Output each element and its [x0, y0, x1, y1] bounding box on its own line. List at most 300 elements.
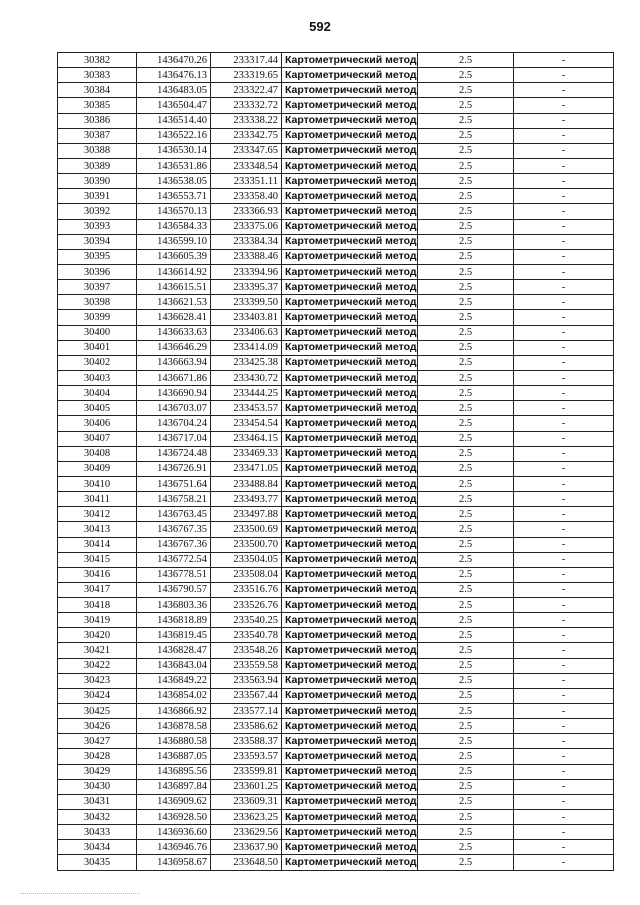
x-coordinate-cell: 1436936.60: [137, 825, 211, 840]
method-cell: Картометрический метод: [282, 68, 418, 83]
note-cell: -: [514, 401, 614, 416]
note-cell: -: [514, 734, 614, 749]
point-number-cell: 30400: [58, 325, 137, 340]
note-cell: -: [514, 431, 614, 446]
y-coordinate-cell: 233395.37: [211, 280, 282, 295]
y-coordinate-cell: 233358.40: [211, 189, 282, 204]
table-row: [58, 825, 614, 840]
accuracy-cell: 2.5: [418, 825, 514, 840]
method-cell: Картометрический метод: [282, 552, 418, 567]
table-row: [58, 658, 614, 673]
table-row: [58, 280, 614, 295]
point-number-cell: 30403: [58, 370, 137, 385]
note-cell: -: [514, 673, 614, 688]
table-row: [58, 446, 614, 461]
accuracy-cell: 2.5: [418, 370, 514, 385]
y-coordinate-cell: 233540.25: [211, 613, 282, 628]
method-cell: Картометрический метод: [282, 704, 418, 719]
y-coordinate-cell: 233609.31: [211, 794, 282, 809]
y-coordinate-cell: 233593.57: [211, 749, 282, 764]
method-cell: Картометрический метод: [282, 325, 418, 340]
point-number-cell: 30408: [58, 446, 137, 461]
accuracy-cell: 2.5: [418, 325, 514, 340]
y-coordinate-cell: 233388.46: [211, 249, 282, 264]
note-cell: -: [514, 340, 614, 355]
note-cell: -: [514, 628, 614, 643]
method-cell: Картометрический метод: [282, 431, 418, 446]
page-number: 592: [309, 19, 331, 34]
table-row: [58, 628, 614, 643]
method-cell: Картометрический метод: [282, 598, 418, 613]
accuracy-cell: 2.5: [418, 446, 514, 461]
table-row: [58, 264, 614, 279]
table-row: [58, 537, 614, 552]
x-coordinate-cell: 1436553.71: [137, 189, 211, 204]
point-number-cell: 30435: [58, 855, 137, 870]
y-coordinate-cell: 233319.65: [211, 68, 282, 83]
point-number-cell: 30418: [58, 598, 137, 613]
x-coordinate-cell: 1436514.40: [137, 113, 211, 128]
point-number-cell: 30394: [58, 234, 137, 249]
method-cell: Картометрический метод: [282, 189, 418, 204]
point-number-cell: 30428: [58, 749, 137, 764]
accuracy-cell: 2.5: [418, 431, 514, 446]
accuracy-cell: 2.5: [418, 779, 514, 794]
x-coordinate-cell: 1436763.45: [137, 507, 211, 522]
accuracy-cell: 2.5: [418, 310, 514, 325]
y-coordinate-cell: 233500.70: [211, 537, 282, 552]
note-cell: -: [514, 158, 614, 173]
x-coordinate-cell: 1436958.67: [137, 855, 211, 870]
x-coordinate-cell: 1436887.05: [137, 749, 211, 764]
table-row: [58, 492, 614, 507]
point-number-cell: 30406: [58, 416, 137, 431]
note-cell: -: [514, 598, 614, 613]
y-coordinate-cell: 233586.62: [211, 719, 282, 734]
table-row: [58, 401, 614, 416]
y-coordinate-cell: 233601.25: [211, 779, 282, 794]
point-number-cell: 30388: [58, 143, 137, 158]
point-number-cell: 30423: [58, 673, 137, 688]
x-coordinate-cell: 1436819.45: [137, 628, 211, 643]
note-cell: -: [514, 386, 614, 401]
accuracy-cell: 2.5: [418, 613, 514, 628]
method-cell: Картометрический метод: [282, 779, 418, 794]
method-cell: Картометрический метод: [282, 794, 418, 809]
point-number-cell: 30431: [58, 794, 137, 809]
accuracy-cell: 2.5: [418, 476, 514, 491]
note-cell: -: [514, 295, 614, 310]
method-cell: Картометрический метод: [282, 128, 418, 143]
x-coordinate-cell: 1436605.39: [137, 249, 211, 264]
y-coordinate-cell: 233430.72: [211, 370, 282, 385]
table-row: [58, 416, 614, 431]
point-number-cell: 30411: [58, 492, 137, 507]
accuracy-cell: 2.5: [418, 204, 514, 219]
note-cell: -: [514, 582, 614, 597]
x-coordinate-cell: 1436772.54: [137, 552, 211, 567]
table-row: [58, 234, 614, 249]
point-number-cell: 30433: [58, 825, 137, 840]
accuracy-cell: 2.5: [418, 234, 514, 249]
table-row: [58, 476, 614, 491]
table-row: [58, 83, 614, 98]
method-cell: Картометрический метод: [282, 673, 418, 688]
accuracy-cell: 2.5: [418, 128, 514, 143]
method-cell: Картометрический метод: [282, 734, 418, 749]
x-coordinate-cell: 1436828.47: [137, 643, 211, 658]
table-row: [58, 552, 614, 567]
note-cell: -: [514, 522, 614, 537]
table-row: [58, 779, 614, 794]
x-coordinate-cell: 1436671.86: [137, 370, 211, 385]
point-number-cell: 30393: [58, 219, 137, 234]
x-coordinate-cell: 1436690.94: [137, 386, 211, 401]
point-number-cell: 30390: [58, 174, 137, 189]
y-coordinate-cell: 233453.57: [211, 401, 282, 416]
point-number-cell: 30398: [58, 295, 137, 310]
point-number-cell: 30420: [58, 628, 137, 643]
point-number-cell: 30397: [58, 280, 137, 295]
point-number-cell: 30426: [58, 719, 137, 734]
x-coordinate-cell: 1436584.33: [137, 219, 211, 234]
x-coordinate-cell: 1436895.56: [137, 764, 211, 779]
note-cell: -: [514, 749, 614, 764]
method-cell: Картометрический метод: [282, 643, 418, 658]
point-number-cell: 30432: [58, 810, 137, 825]
accuracy-cell: 2.5: [418, 840, 514, 855]
accuracy-cell: 2.5: [418, 749, 514, 764]
note-cell: -: [514, 643, 614, 658]
note-cell: -: [514, 492, 614, 507]
y-coordinate-cell: 233488.84: [211, 476, 282, 491]
note-cell: -: [514, 416, 614, 431]
y-coordinate-cell: 233403.81: [211, 310, 282, 325]
coordinates-table: [57, 52, 614, 871]
accuracy-cell: 2.5: [418, 855, 514, 870]
note-cell: -: [514, 143, 614, 158]
point-number-cell: 30409: [58, 461, 137, 476]
note-cell: -: [514, 810, 614, 825]
note-cell: -: [514, 537, 614, 552]
y-coordinate-cell: 233347.65: [211, 143, 282, 158]
accuracy-cell: 2.5: [418, 628, 514, 643]
table-row: [58, 219, 614, 234]
y-coordinate-cell: 233469.33: [211, 446, 282, 461]
note-cell: -: [514, 219, 614, 234]
point-number-cell: 30399: [58, 310, 137, 325]
point-number-cell: 30401: [58, 340, 137, 355]
note-cell: -: [514, 794, 614, 809]
point-number-cell: 30391: [58, 189, 137, 204]
method-cell: Картометрический метод: [282, 143, 418, 158]
method-cell: Картометрический метод: [282, 582, 418, 597]
point-number-cell: 30386: [58, 113, 137, 128]
point-number-cell: 30410: [58, 476, 137, 491]
note-cell: -: [514, 552, 614, 567]
table-row: [58, 431, 614, 446]
method-cell: Картометрический метод: [282, 628, 418, 643]
method-cell: Картометрический метод: [282, 204, 418, 219]
accuracy-cell: 2.5: [418, 295, 514, 310]
y-coordinate-cell: 233504.05: [211, 552, 282, 567]
accuracy-cell: 2.5: [418, 719, 514, 734]
x-coordinate-cell: 1436570.13: [137, 204, 211, 219]
note-cell: -: [514, 68, 614, 83]
point-number-cell: 30413: [58, 522, 137, 537]
method-cell: Картометрический метод: [282, 825, 418, 840]
accuracy-cell: 2.5: [418, 704, 514, 719]
note-cell: -: [514, 53, 614, 68]
y-coordinate-cell: 233471.05: [211, 461, 282, 476]
table-row: [58, 53, 614, 68]
note-cell: -: [514, 189, 614, 204]
accuracy-cell: 2.5: [418, 507, 514, 522]
y-coordinate-cell: 233577.14: [211, 704, 282, 719]
y-coordinate-cell: 233629.56: [211, 825, 282, 840]
x-coordinate-cell: 1436803.36: [137, 598, 211, 613]
accuracy-cell: 2.5: [418, 53, 514, 68]
note-cell: -: [514, 779, 614, 794]
table-row: [58, 113, 614, 128]
y-coordinate-cell: 233322.47: [211, 83, 282, 98]
method-cell: Картометрический метод: [282, 658, 418, 673]
note-cell: -: [514, 461, 614, 476]
method-cell: Картометрический метод: [282, 280, 418, 295]
point-number-cell: 30427: [58, 734, 137, 749]
table-row: [58, 719, 614, 734]
x-coordinate-cell: 1436621.53: [137, 295, 211, 310]
x-coordinate-cell: 1436778.51: [137, 567, 211, 582]
point-number-cell: 30422: [58, 658, 137, 673]
y-coordinate-cell: 233394.96: [211, 264, 282, 279]
table-row: [58, 461, 614, 476]
method-cell: Картометрический метод: [282, 613, 418, 628]
method-cell: Картометрический метод: [282, 446, 418, 461]
table-row: [58, 189, 614, 204]
y-coordinate-cell: 233454.54: [211, 416, 282, 431]
accuracy-cell: 2.5: [418, 143, 514, 158]
method-cell: Картометрический метод: [282, 507, 418, 522]
accuracy-cell: 2.5: [418, 401, 514, 416]
method-cell: Картометрический метод: [282, 158, 418, 173]
method-cell: Картометрический метод: [282, 416, 418, 431]
method-cell: Картометрический метод: [282, 310, 418, 325]
method-cell: Картометрический метод: [282, 810, 418, 825]
y-coordinate-cell: 233332.72: [211, 98, 282, 113]
x-coordinate-cell: 1436790.57: [137, 582, 211, 597]
y-coordinate-cell: 233414.09: [211, 340, 282, 355]
method-cell: Картометрический метод: [282, 537, 418, 552]
scan-edge-mark: [20, 893, 140, 897]
table-row: [58, 386, 614, 401]
point-number-cell: 30392: [58, 204, 137, 219]
y-coordinate-cell: 233588.37: [211, 734, 282, 749]
method-cell: Картометрический метод: [282, 53, 418, 68]
accuracy-cell: 2.5: [418, 522, 514, 537]
note-cell: -: [514, 855, 614, 870]
point-number-cell: 30417: [58, 582, 137, 597]
method-cell: Картометрический метод: [282, 113, 418, 128]
x-coordinate-cell: 1436849.22: [137, 673, 211, 688]
y-coordinate-cell: 233567.44: [211, 688, 282, 703]
table-row: [58, 840, 614, 855]
y-coordinate-cell: 233637.90: [211, 840, 282, 855]
y-coordinate-cell: 233516.76: [211, 582, 282, 597]
method-cell: Картометрический метод: [282, 492, 418, 507]
table-row: [58, 204, 614, 219]
point-number-cell: 30425: [58, 704, 137, 719]
note-cell: -: [514, 249, 614, 264]
x-coordinate-cell: 1436470.26: [137, 53, 211, 68]
table-row: [58, 688, 614, 703]
accuracy-cell: 2.5: [418, 249, 514, 264]
y-coordinate-cell: 233559.58: [211, 658, 282, 673]
note-cell: -: [514, 204, 614, 219]
x-coordinate-cell: 1436946.76: [137, 840, 211, 855]
table-row: [58, 734, 614, 749]
accuracy-cell: 2.5: [418, 340, 514, 355]
y-coordinate-cell: 233399.50: [211, 295, 282, 310]
y-coordinate-cell: 233526.76: [211, 598, 282, 613]
table-row: [58, 98, 614, 113]
method-cell: Картометрический метод: [282, 264, 418, 279]
point-number-cell: 30389: [58, 158, 137, 173]
x-coordinate-cell: 1436767.36: [137, 537, 211, 552]
y-coordinate-cell: 233342.75: [211, 128, 282, 143]
x-coordinate-cell: 1436504.47: [137, 98, 211, 113]
accuracy-cell: 2.5: [418, 492, 514, 507]
point-number-cell: 30430: [58, 779, 137, 794]
accuracy-cell: 2.5: [418, 643, 514, 658]
x-coordinate-cell: 1436663.94: [137, 355, 211, 370]
method-cell: Картометрический метод: [282, 522, 418, 537]
accuracy-cell: 2.5: [418, 219, 514, 234]
x-coordinate-cell: 1436599.10: [137, 234, 211, 249]
table-row: [58, 704, 614, 719]
table-row: [58, 507, 614, 522]
table-row: [58, 310, 614, 325]
x-coordinate-cell: 1436866.92: [137, 704, 211, 719]
y-coordinate-cell: 233599.81: [211, 764, 282, 779]
x-coordinate-cell: 1436538.05: [137, 174, 211, 189]
point-number-cell: 30419: [58, 613, 137, 628]
method-cell: Картометрический метод: [282, 719, 418, 734]
y-coordinate-cell: 233493.77: [211, 492, 282, 507]
point-number-cell: 30396: [58, 264, 137, 279]
method-cell: Картометрический метод: [282, 83, 418, 98]
point-number-cell: 30429: [58, 764, 137, 779]
method-cell: Картометрический метод: [282, 386, 418, 401]
note-cell: -: [514, 446, 614, 461]
table-row: [58, 764, 614, 779]
point-number-cell: 30415: [58, 552, 137, 567]
note-cell: -: [514, 355, 614, 370]
x-coordinate-cell: 1436928.50: [137, 810, 211, 825]
point-number-cell: 30407: [58, 431, 137, 446]
table-row: [58, 355, 614, 370]
point-number-cell: 30387: [58, 128, 137, 143]
point-number-cell: 30424: [58, 688, 137, 703]
accuracy-cell: 2.5: [418, 386, 514, 401]
point-number-cell: 30405: [58, 401, 137, 416]
table-row: [58, 855, 614, 870]
x-coordinate-cell: 1436717.04: [137, 431, 211, 446]
accuracy-cell: 2.5: [418, 264, 514, 279]
note-cell: -: [514, 567, 614, 582]
table-row: [58, 643, 614, 658]
accuracy-cell: 2.5: [418, 764, 514, 779]
table-row: [58, 158, 614, 173]
accuracy-cell: 2.5: [418, 113, 514, 128]
table-row: [58, 673, 614, 688]
accuracy-cell: 2.5: [418, 537, 514, 552]
x-coordinate-cell: 1436646.29: [137, 340, 211, 355]
y-coordinate-cell: 233384.34: [211, 234, 282, 249]
y-coordinate-cell: 233406.63: [211, 325, 282, 340]
table-row: [58, 749, 614, 764]
accuracy-cell: 2.5: [418, 158, 514, 173]
y-coordinate-cell: 233497.88: [211, 507, 282, 522]
point-number-cell: 30384: [58, 83, 137, 98]
note-cell: -: [514, 507, 614, 522]
accuracy-cell: 2.5: [418, 552, 514, 567]
note-cell: -: [514, 719, 614, 734]
note-cell: -: [514, 325, 614, 340]
accuracy-cell: 2.5: [418, 280, 514, 295]
accuracy-cell: 2.5: [418, 355, 514, 370]
method-cell: Картометрический метод: [282, 234, 418, 249]
x-coordinate-cell: 1436909.62: [137, 794, 211, 809]
method-cell: Картометрический метод: [282, 764, 418, 779]
y-coordinate-cell: 233317.44: [211, 53, 282, 68]
x-coordinate-cell: 1436878.58: [137, 719, 211, 734]
x-coordinate-cell: 1436531.86: [137, 158, 211, 173]
y-coordinate-cell: 233375.06: [211, 219, 282, 234]
method-cell: Картометрический метод: [282, 174, 418, 189]
note-cell: -: [514, 83, 614, 98]
x-coordinate-cell: 1436758.21: [137, 492, 211, 507]
accuracy-cell: 2.5: [418, 461, 514, 476]
x-coordinate-cell: 1436633.63: [137, 325, 211, 340]
point-number-cell: 30412: [58, 507, 137, 522]
y-coordinate-cell: 233464.15: [211, 431, 282, 446]
point-number-cell: 30421: [58, 643, 137, 658]
point-number-cell: 30414: [58, 537, 137, 552]
method-cell: Картометрический метод: [282, 567, 418, 582]
y-coordinate-cell: 233351.11: [211, 174, 282, 189]
table-row: [58, 567, 614, 582]
point-number-cell: 30385: [58, 98, 137, 113]
accuracy-cell: 2.5: [418, 582, 514, 597]
note-cell: -: [514, 98, 614, 113]
accuracy-cell: 2.5: [418, 673, 514, 688]
x-coordinate-cell: 1436818.89: [137, 613, 211, 628]
note-cell: -: [514, 704, 614, 719]
y-coordinate-cell: 233500.69: [211, 522, 282, 537]
table-row: [58, 295, 614, 310]
accuracy-cell: 2.5: [418, 658, 514, 673]
note-cell: -: [514, 128, 614, 143]
x-coordinate-cell: 1436483.05: [137, 83, 211, 98]
accuracy-cell: 2.5: [418, 174, 514, 189]
x-coordinate-cell: 1436476.13: [137, 68, 211, 83]
point-number-cell: 30404: [58, 386, 137, 401]
method-cell: Картометрический метод: [282, 461, 418, 476]
method-cell: Картометрический метод: [282, 401, 418, 416]
table-row: [58, 174, 614, 189]
note-cell: -: [514, 476, 614, 491]
